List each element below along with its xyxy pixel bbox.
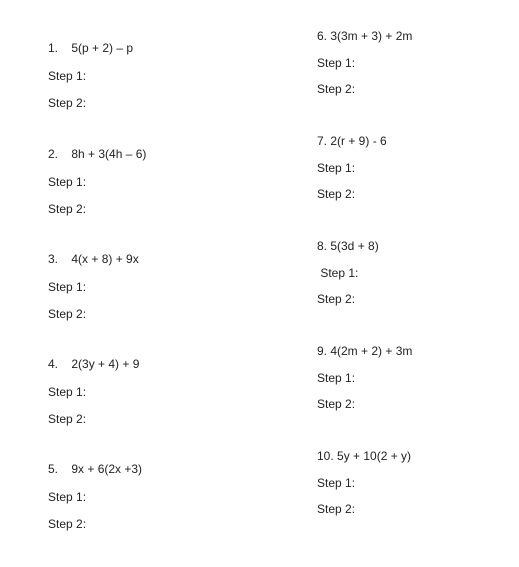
step-1-label: Step 1: [317,161,356,175]
problem-expression: 10. 5y + 10(2 + y) [317,449,412,463]
problem-expression: 3. 4(x + 8) + 9x [48,252,139,266]
step-1-label: Step 1: [317,371,356,385]
problem-expression: 9. 4(2m + 2) + 3m [317,344,413,358]
problem-expression: 7. 2(r + 9) - 6 [317,134,387,148]
problem-expression: 1. 5(p + 2) – p [48,41,134,55]
problem-expression: 8. 5(3d + 8) [317,239,379,253]
step-2-label: Step 2: [48,307,87,321]
step-1-label: Step 1: [48,385,87,399]
step-1-label: Step 1: [48,175,87,189]
step-2-label: Step 2: [317,82,356,96]
problem-expression: 5. 9x + 6(2x +3) [48,462,143,476]
step-2-label: Step 2: [48,202,87,216]
step-2-label: Step 2: [317,187,356,201]
problem-expression: 4. 2(3y + 4) + 9 [48,357,140,371]
step-2-label: Step 2: [317,292,356,306]
step-1-label: Step 1: [317,56,356,70]
problem-expression: 2. 8h + 3(4h – 6) [48,147,147,161]
step-1-label: Step 1: [317,476,356,490]
step-2-label: Step 2: [48,517,87,531]
step-1-label: Step 1: [48,280,87,294]
step-1-label: Step 1: [317,266,359,280]
step-2-label: Step 2: [48,412,87,426]
step-1-label: Step 1: [48,490,87,504]
step-2-label: Step 2: [48,96,87,110]
step-2-label: Step 2: [317,397,356,411]
problem-expression: 6. 3(3m + 3) + 2m [317,29,413,43]
step-1-label: Step 1: [48,69,87,83]
step-2-label: Step 2: [317,502,356,516]
